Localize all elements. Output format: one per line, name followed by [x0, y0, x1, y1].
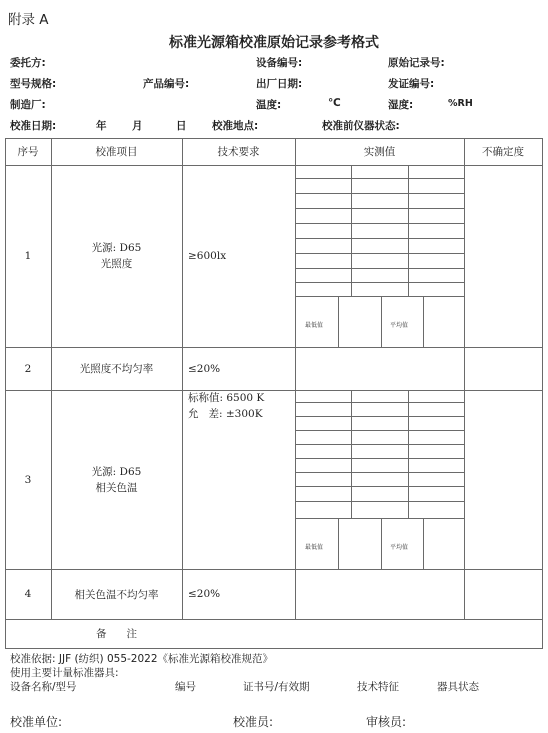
- header-uncertainty: 不确定度: [482, 146, 524, 158]
- row-3-requirement: [182, 390, 295, 569]
- row-3-item-line2: 相关色温: [95, 481, 138, 494]
- month-label: 月: [132, 120, 143, 132]
- year-label: 年: [96, 120, 107, 132]
- row-1-avg-label: 平均值: [390, 322, 409, 329]
- row-1-item-line1: 光源: D65: [91, 242, 142, 254]
- day-label: 日: [176, 120, 187, 132]
- remarks-label: 备 注: [95, 628, 138, 640]
- instrument-col-no: 编号: [175, 681, 196, 693]
- factory-date-field: 出厂日期:: [256, 78, 303, 90]
- humidity-field: 湿度:: [388, 99, 414, 111]
- row-2-no: 2: [24, 362, 32, 375]
- model-spec-field: 型号规格:: [10, 78, 57, 90]
- humidity-unit: %RH: [448, 98, 473, 109]
- cal-unit-field: 校准单位:: [10, 715, 63, 729]
- record-table: [5, 138, 543, 648]
- instrument-col-name: 设备名称/型号: [10, 681, 77, 693]
- certificate-no-field: 发证编号:: [388, 78, 435, 90]
- header-requirement: 技术要求: [217, 146, 260, 158]
- instrument-col-spec: 技术特征: [357, 681, 399, 693]
- row-3-avg-label: 平均值: [390, 544, 409, 551]
- header-measured: 实测值: [363, 146, 396, 158]
- row-1-min-label: 最低值: [305, 322, 324, 329]
- row-3-item-line1: 光源: D65: [91, 465, 142, 478]
- row-2-requirement: ≤20%: [188, 362, 221, 375]
- cal-date-field: 校准日期:: [10, 120, 57, 132]
- row-4-requirement: ≤20%: [188, 588, 221, 600]
- row-1-no: 1: [24, 250, 32, 262]
- page-title: 标准光源箱校准原始记录参考格式: [169, 35, 379, 51]
- row-2-item: 光照度不均匀率: [79, 363, 154, 375]
- instrument-col-status: 器具状态: [437, 681, 479, 693]
- row-3-min-label: 最低值: [305, 544, 324, 551]
- row-3-no: 3: [24, 473, 32, 486]
- pre-cal-status-field: 校准前仪器状态:: [322, 120, 400, 132]
- reviewer-field: 审核员:: [366, 715, 407, 729]
- row-4-no: 4: [24, 588, 32, 600]
- row-1-requirement: ≥600lx: [188, 250, 227, 262]
- appendix-label: 附录 A: [8, 12, 49, 28]
- instrument-col-cert: 证书号/有效期: [243, 681, 310, 693]
- temperature-field: 温度:: [256, 99, 282, 111]
- cal-basis: 校准依据: JJF (纺织) 055-2022《标准光源箱校准规范》: [10, 653, 274, 665]
- row-3-req-line2: 允 差: ±300K: [188, 408, 263, 420]
- product-no-field: 产品编号:: [143, 78, 190, 90]
- original-record-no-field: 原始记录号:: [388, 57, 445, 69]
- manufacturer-field: 制造厂:: [10, 99, 46, 111]
- client-field: 委托方:: [10, 57, 46, 69]
- calibrator-field: 校准员:: [233, 715, 274, 729]
- header-no: 序号: [17, 146, 39, 158]
- device-no-field: 设备编号:: [256, 57, 303, 69]
- temperature-unit: ℃: [328, 97, 341, 109]
- row-4-item: 相关色温不均匀率: [74, 588, 159, 601]
- row-1-item-line2: 光照度: [100, 258, 133, 270]
- row-1-item: [51, 165, 182, 347]
- instruments-title: 使用主要计量标准器具:: [10, 667, 119, 679]
- header-item: 校准项目: [95, 146, 138, 158]
- row-3-item: [51, 390, 182, 569]
- cal-location-field: 校准地点:: [212, 120, 259, 132]
- row-3-req-line1: 标称值: 6500 K: [188, 392, 265, 404]
